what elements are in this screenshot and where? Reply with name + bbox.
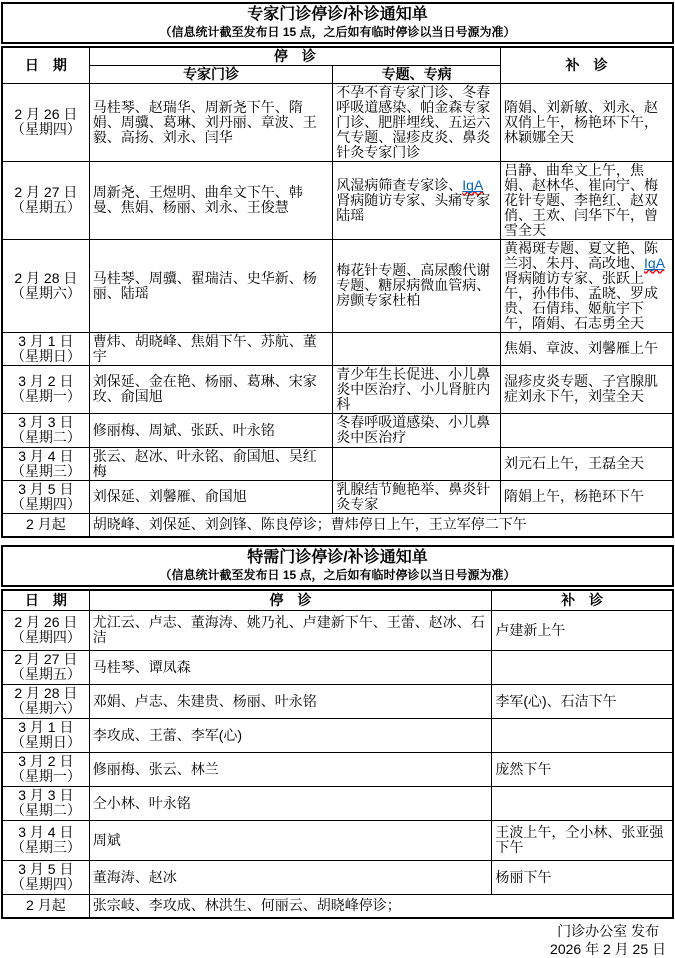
iga-link-underline: [644, 255, 664, 271]
special-text-pre: 风湿病筛查专家诊、: [336, 176, 463, 193]
weekday-line: （星期三）: [10, 462, 81, 479]
date-line: 3 月 5 日: [18, 480, 74, 497]
date-cell: [2, 239, 89, 332]
expert-notice-title: 专家门诊停诊/补诊通知单: [247, 6, 428, 23]
header-date: 日 期: [2, 590, 89, 610]
date-cell: [2, 718, 89, 752]
date-line: 3 月 1 日: [18, 719, 74, 735]
weekday-line: （星期四）: [10, 876, 81, 892]
table-row: [2, 894, 673, 918]
makeup-cell: 湿疹皮炎专题、子宫腺肌症刘永下午，刘莹全天: [501, 365, 673, 413]
date-cell: [2, 650, 89, 684]
makeup-cell: [492, 650, 673, 684]
expert-stop-cell: 张云、赵冰、叶永铭、俞国旭、吴红梅: [89, 447, 333, 480]
table-row: [2, 650, 673, 684]
date-cell: 2 月起: [2, 894, 89, 918]
makeup-cell: [492, 718, 673, 752]
date-cell: [2, 684, 89, 718]
table-row: [2, 820, 673, 860]
date-cell: [2, 447, 89, 480]
special-stop-cell: 青少年生长促进、小儿鼻炎中医治疗、小儿肾脏内科: [333, 365, 501, 413]
makeup-cell: 刘元石上午，王磊全天: [501, 447, 673, 480]
expert-stop-cell: 马桂琴、周骥、翟瑞洁、史华新、杨丽、陆瑶: [89, 239, 333, 332]
date-cell: [2, 752, 89, 786]
special-stop-cell: [333, 332, 501, 365]
expert-notice-subtitle: （信息统计截至发布日 15 点，之后如有临时停诊以当日号源为准）: [159, 25, 516, 39]
stop-cell: 李攻成、王蕾、李军(心): [89, 718, 492, 752]
special-stop-cell: 乳腺结节鲍艳举、鼻炎针灸专家: [333, 480, 501, 513]
expert-stop-cell: 马桂琴、赵瑞华、周新尧下午、隋娟、周骥、葛琳、刘丹丽、章波、王毅、高扬、刘永、闫华: [89, 83, 333, 161]
weekday-line: （星期二）: [10, 802, 81, 818]
stop-cell: 马桂琴、谭凤森: [89, 650, 492, 684]
table-row: [2, 447, 673, 480]
table-row: [2, 718, 673, 752]
table-row: [2, 610, 673, 650]
expert-stop-cell: 修丽梅、周斌、张跃、叶永铭: [89, 413, 333, 447]
date-line: 3 月 1 日: [18, 332, 74, 349]
table-row: [2, 332, 673, 365]
expert-notice-title-box: [1, 2, 674, 44]
makeup-cell: [492, 786, 673, 820]
date-line: 3 月 4 日: [18, 824, 74, 840]
header-expert: 专家门诊: [89, 65, 333, 83]
table-row: [2, 413, 673, 447]
makeup-text-pre: 黄褐斑专题、夏文艳、陈兰羽、朱丹、高改地、: [504, 239, 659, 271]
date-line: 3 月 5 日: [18, 861, 74, 877]
special-text-post: 肾病随访专家、头痛专家陆瑶: [336, 191, 491, 223]
date-cell: [2, 332, 89, 365]
stop-cell: 仝小林、叶永铭: [89, 786, 492, 820]
special-stop-cell: 不孕不育专家门诊、冬春呼吸道感染、帕金森专家门诊、肥胖埋线、五运六气专题、湿疹皮炎、鼻炎针灸专家门诊: [333, 83, 501, 161]
special-stop-cell: 冬春呼吸道感染、小儿鼻炎中医治疗: [333, 413, 501, 447]
date-line: 2 月 28 日: [14, 269, 78, 286]
stop-cell: 董海涛、赵冰: [89, 860, 492, 894]
makeup-cell: [501, 239, 673, 332]
weekday-line: （星期二）: [10, 429, 81, 445]
weekday-line: （星期六）: [10, 284, 81, 301]
header-stop: 停 诊: [89, 47, 500, 65]
expert-stop-cell: 曹炜、胡晓峰、焦娟下午、苏航、董宇: [89, 332, 333, 365]
weekday-line: （星期四）: [10, 121, 81, 137]
special-notice-title: 特需门诊停诊/补诊通知单: [247, 549, 428, 566]
header-date: 日 期: [2, 47, 89, 83]
table-row: [2, 860, 673, 894]
weekday-line: （星期三）: [10, 839, 81, 855]
table-row: [2, 786, 673, 820]
stop-cell: 修丽梅、张云、林兰: [89, 752, 492, 786]
footer-date: 2026 年 2 月 25 日: [550, 941, 666, 957]
makeup-cell: 隋娟上午，杨艳环下午: [501, 480, 673, 513]
date-cell: [2, 161, 89, 239]
date-cell: [2, 83, 89, 161]
date-cell: [2, 860, 89, 894]
makeup-cell: 杨丽下午: [492, 860, 673, 894]
makeup-text-post: 肾病随访专家、张跃上午，孙伟伟、孟晓、罗成贵、石倩玮、姬航宇下午，隋娟、石志勇全天: [504, 269, 659, 331]
footer-issuer: 门诊办公室 发布: [557, 923, 659, 939]
table-row: [2, 239, 673, 332]
header-special: 专题、专病: [333, 65, 501, 83]
table-row: [2, 83, 673, 161]
date-cell: [2, 786, 89, 820]
date-line: 2 月 26 日: [14, 614, 78, 630]
expert-stop-cell: 刘保延、刘馨雁、俞国旭: [89, 480, 333, 513]
table-row: [2, 684, 673, 718]
makeup-cell: 李军(心)、石洁下午: [492, 684, 673, 718]
special-stop-cell: 梅花针专题、高尿酸代谢专题、糖尿病微血管病、房颤专家杜柏: [333, 239, 501, 332]
makeup-cell: [501, 413, 673, 447]
date-line: 2 月 28 日: [14, 685, 78, 701]
table-row: [2, 513, 673, 537]
special-stop-cell: [333, 447, 501, 480]
stop-cell: 邓娟、卢志、朱建贵、杨丽、叶永铭: [89, 684, 492, 718]
table-row: [2, 480, 673, 513]
date-cell: [2, 480, 89, 513]
header-makeup: 补 诊: [501, 47, 673, 83]
makeup-cell: 卢建新上午: [492, 610, 673, 650]
note-cell: 张宗岐、李攻成、林洪生、何丽云、胡晓峰停诊；: [89, 894, 673, 918]
header-row-1: [2, 47, 673, 65]
weekday-line: （星期五）: [10, 199, 81, 215]
makeup-cell: 焦娟、章波、刘馨雁上午: [501, 332, 673, 365]
footer: [1, 922, 674, 958]
special-notice-subtitle: （信息统计截至发布日 15 点，之后如有临时停诊以当日号源为准）: [159, 568, 516, 582]
date-line: 3 月 2 日: [18, 753, 74, 769]
makeup-cell: 庞然下午: [492, 752, 673, 786]
weekday-line: （星期一）: [10, 388, 81, 404]
expert-notice-table: [1, 46, 674, 538]
weekday-line: （星期五）: [10, 666, 81, 682]
expert-stop-cell: 刘保延、金在艳、杨丽、葛琳、宋家玫、俞国旭: [89, 365, 333, 413]
date-line: 3 月 3 日: [18, 787, 74, 803]
makeup-cell: 隋娟、刘新敏、刘永、赵双俏上午，杨艳环下午，林颖娜全天: [501, 83, 673, 161]
stop-cell: 尤江云、卢志、董海涛、姚乃礼、卢建新下午、王蕾、赵冰、石洁: [89, 610, 492, 650]
date-line: 2 月 27 日: [14, 184, 78, 200]
special-stop-cell: [333, 161, 501, 239]
weekday-line: （星期一）: [10, 768, 81, 784]
special-notice-title-box: [1, 545, 674, 587]
table-spacer: [1, 538, 674, 545]
stop-cell: 周斌: [89, 820, 492, 860]
date-line: 3 月 3 日: [18, 414, 74, 430]
table-row: [2, 161, 673, 239]
special-notice-table: [1, 589, 674, 919]
iga-link: IgA: [644, 254, 665, 271]
date-cell: [2, 365, 89, 413]
footer-block: [550, 922, 666, 958]
date-cell: [2, 820, 89, 860]
weekday-line: （星期日）: [10, 734, 81, 750]
date-cell: 2 月起: [2, 513, 89, 537]
makeup-cell: 吕静、曲牟文上午，焦娟、赵林华、崔向宁、梅花针专题、李艳红、赵双俏、王欢、闫华下午，曾雪全天: [501, 161, 673, 239]
header-stop: 停 诊: [89, 590, 492, 610]
table-row: [2, 752, 673, 786]
iga-link: IgA: [462, 176, 484, 193]
date-line: 3 月 2 日: [18, 373, 74, 389]
date-line: 2 月 26 日: [14, 106, 78, 122]
date-cell: [2, 413, 89, 447]
header-row: [2, 590, 673, 610]
date-cell: [2, 610, 89, 650]
note-cell: 胡晓峰、刘保延、刘剑锋、陈良停诊；曹炜停日上午，王立军停二下午: [89, 513, 673, 537]
makeup-cell: 王波上午，仝小林、张亚强下午: [492, 820, 673, 860]
table-row: [2, 365, 673, 413]
expert-stop-cell: 周新尧、王煜明、曲牟文下午、韩曼、焦娟、杨丽、刘永、王俊慧: [89, 161, 333, 239]
weekday-line: （星期六）: [10, 700, 81, 716]
header-makeup: 补 诊: [492, 590, 673, 610]
weekday-line: （星期日）: [10, 347, 81, 364]
weekday-line: （星期四）: [10, 629, 81, 645]
date-line: 3 月 4 日: [18, 447, 74, 464]
weekday-line: （星期四）: [10, 495, 81, 512]
iga-link-underline: [462, 177, 483, 193]
date-line: 2 月 27 日: [14, 651, 78, 667]
